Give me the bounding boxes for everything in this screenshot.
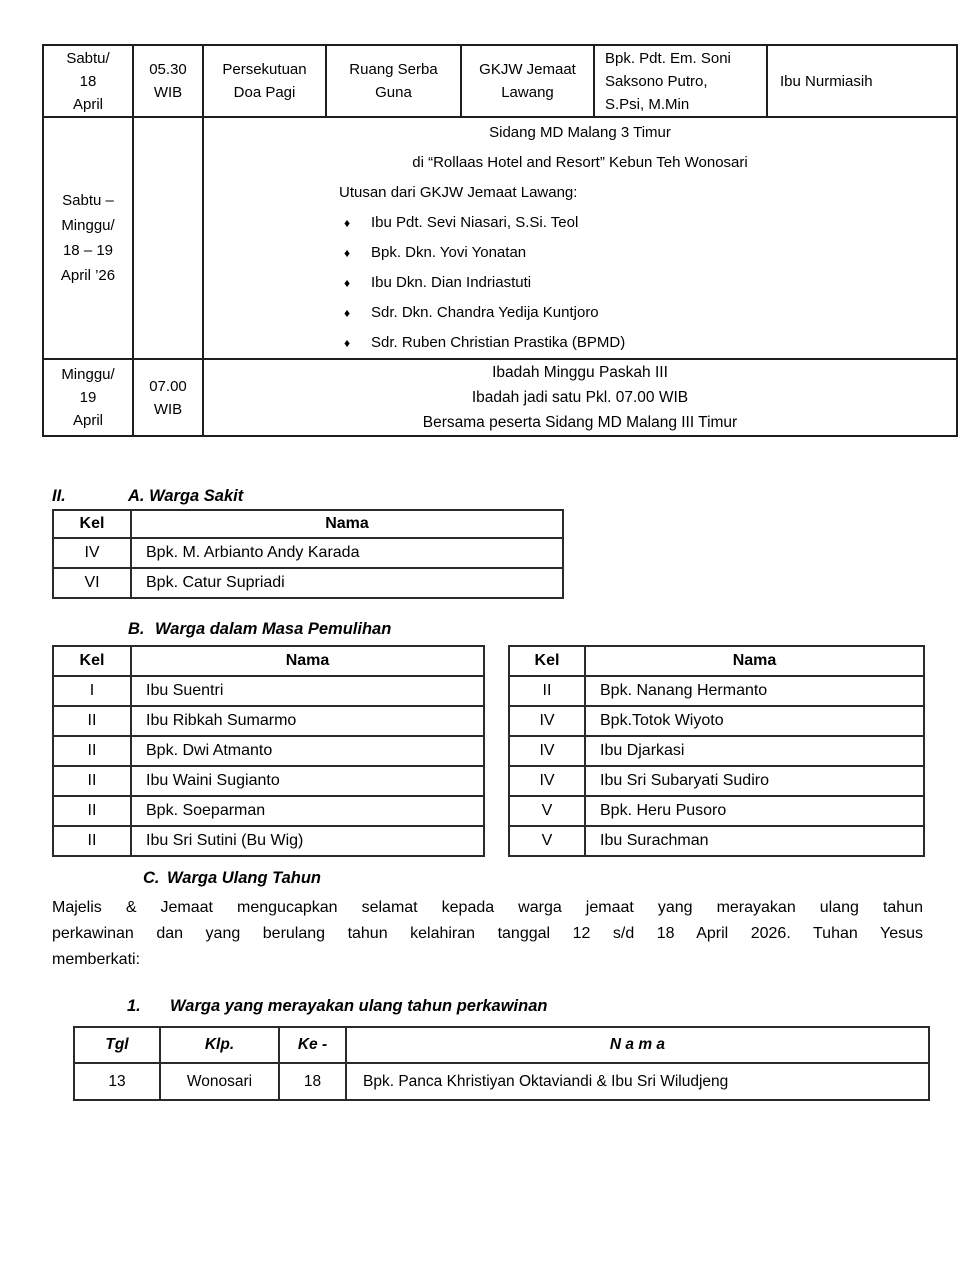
nama-header: N a m a (346, 1027, 929, 1063)
sub1-number: 1. (127, 997, 141, 1015)
table-row (509, 796, 924, 826)
kel-cell: I (53, 676, 131, 706)
table-row (74, 1063, 929, 1100)
group-cell (461, 45, 594, 117)
sub1-heading (127, 997, 547, 1016)
diamond-bullet-icon: ♦ (344, 336, 351, 350)
tgl-header: Tgl (74, 1027, 160, 1063)
table-header-row (509, 646, 924, 676)
part-b-letter: B. (128, 620, 145, 638)
klp-header: Klp. (160, 1027, 279, 1063)
delegate-item (204, 238, 956, 268)
table-row (509, 706, 924, 736)
table-row (53, 826, 484, 856)
time-line: WIB (153, 400, 183, 418)
sidang-title: Sidang MD Malang 3 Timur (489, 124, 671, 141)
kel-cell: IV (509, 706, 585, 736)
officiant-line: Saksono Putro, (605, 72, 708, 90)
schedule-table (42, 44, 958, 437)
paragraph-line: memberkati: (52, 951, 141, 968)
birthday-greeting-paragraph (52, 895, 923, 973)
diamond-bullet-icon: ♦ (344, 216, 351, 230)
place-line: Guna (375, 84, 412, 101)
kel-cell: II (53, 766, 131, 796)
recovery-table-right (508, 645, 925, 857)
section-numeral: II. (52, 487, 66, 505)
nama-cell: Ibu Surachman (585, 826, 924, 856)
day-line: Minggu/ (61, 366, 115, 383)
table-row (53, 796, 484, 826)
nama-cell: Ibu Sri Sutini (Bu Wig) (131, 826, 484, 856)
table-header-row (74, 1027, 929, 1063)
day-line: 18 (79, 72, 97, 90)
time-cell (133, 359, 203, 436)
kel-cell: II (53, 706, 131, 736)
service-line: Ibadah Minggu Paskah III (492, 364, 668, 381)
delegate-item (204, 298, 956, 328)
table-row (509, 736, 924, 766)
schedule-row-weekend (43, 117, 957, 359)
klp-cell: Wonosari (160, 1063, 279, 1100)
nama-header: Nama (131, 646, 484, 676)
day-line: April ’26 (60, 267, 116, 284)
table-header-row (53, 646, 484, 676)
day-cell (43, 45, 133, 117)
time-line: 05.30 (149, 61, 187, 78)
kel-cell: VI (53, 568, 131, 598)
place-cell (326, 45, 461, 117)
kel-header: Kel (509, 646, 585, 676)
delegate-name: Sdr. Dkn. Chandra Yedija Kuntjoro (371, 304, 599, 321)
table-row (53, 706, 484, 736)
kel-header: Kel (53, 646, 131, 676)
table-row (509, 826, 924, 856)
part-b-heading (128, 620, 391, 639)
nama-cell: Ibu Sri Subaryati Sudiro (585, 766, 924, 796)
table-header-row (53, 510, 563, 538)
kel-cell: II (509, 676, 585, 706)
day-line: 19 (79, 389, 97, 406)
part-a-title: A. Warga Sakit (128, 487, 244, 505)
part-b-title: Warga dalam Masa Pemulihan (155, 620, 392, 638)
kel-cell: IV (509, 736, 585, 766)
nama-cell: Bpk. Catur Supriadi (131, 568, 563, 598)
day-line: Minggu/ (61, 217, 115, 234)
kel-cell: II (53, 826, 131, 856)
sub1-title: Warga yang merayakan ulang tahun perkawinan (170, 997, 548, 1015)
schedule-row-sunday (43, 359, 957, 436)
ke-header: Ke - (279, 1027, 346, 1063)
table-row (53, 676, 484, 706)
nama-cell: Ibu Suentri (131, 676, 484, 706)
table-row (53, 568, 563, 598)
anniversary-table (73, 1026, 930, 1101)
schedule-row-saturday (43, 45, 957, 117)
part-c-letter: C. (143, 869, 160, 887)
delegates-intro: Utusan dari GKJW Jemaat Lawang: (339, 184, 578, 201)
time-cell (133, 45, 203, 117)
group-line: Lawang (501, 84, 554, 101)
table-row (53, 766, 484, 796)
time-line: WIB (153, 84, 183, 101)
table-row (53, 538, 563, 568)
delegate-name: Bpk. Dkn. Yovi Yonatan (371, 244, 527, 261)
nama-cell: Bpk. Nanang Hermanto (585, 676, 924, 706)
nama-cell: Ibu Ribkah Sumarmo (131, 706, 484, 736)
nama-cell: Bpk. Dwi Atmanto (131, 736, 484, 766)
kel-cell: II (53, 796, 131, 826)
day-line: Sabtu/ (66, 49, 110, 67)
table-row (509, 676, 924, 706)
kel-cell: V (509, 826, 585, 856)
event-line: Doa Pagi (233, 84, 296, 101)
kel-header: Kel (53, 510, 131, 538)
paragraph-line: Majelis & Jemaat mengucapkan selamat kepada warga jemaat yang merayakan ulang tahun (52, 899, 923, 916)
table-row (509, 766, 924, 796)
event-line: Persekutuan (222, 61, 307, 78)
nama-cell: Bpk. M. Arbianto Andy Karada (131, 538, 563, 568)
day-cell (43, 359, 133, 436)
assistant-cell: Ibu Nurmiasih (767, 45, 957, 117)
event-cell (203, 45, 326, 117)
nama-cell: Bpk. Panca Khristiyan Oktaviandi & Ibu Sri Wiludjeng (346, 1063, 929, 1100)
diamond-bullet-icon: ♦ (344, 276, 351, 290)
table-row (53, 736, 484, 766)
kel-cell: IV (509, 766, 585, 796)
officiant-line: Bpk. Pdt. Em. Soni (605, 49, 731, 67)
delegate-name: Ibu Dkn. Dian Indriastuti (371, 274, 532, 291)
officiant-line: S.Psi, M.Min (605, 95, 690, 113)
section-ii-heading (52, 487, 243, 506)
nama-cell: Ibu Waini Sugianto (131, 766, 484, 796)
part-c-heading (143, 869, 321, 888)
nama-cell: Bpk. Heru Pusoro (585, 796, 924, 826)
delegate-name: Sdr. Ruben Christian Prastika (BPMD) (371, 334, 626, 351)
day-line: Sabtu – (62, 192, 114, 209)
time-cell-empty (133, 117, 203, 359)
sick-members-table (52, 509, 564, 599)
diamond-bullet-icon: ♦ (344, 246, 351, 260)
paragraph-line: perkawinan dan yang berulang tahun kelahiran tanggal 12 s/d 18 April 2026. Tuhan Yesus (52, 925, 923, 942)
nama-header: Nama (585, 646, 924, 676)
group-line: GKJW Jemaat (479, 61, 576, 78)
day-line: April (72, 412, 103, 429)
nama-cell: Bpk. Soeparman (131, 796, 484, 826)
tgl-cell: 13 (74, 1063, 160, 1100)
delegate-item (204, 208, 956, 238)
time-line: 07.00 (149, 377, 187, 395)
easter-service-cell (203, 359, 957, 436)
nama-cell: Ibu Djarkasi (585, 736, 924, 766)
day-line: 18 – 19 (62, 242, 114, 259)
day-line: April (72, 95, 103, 113)
ke-cell: 18 (279, 1063, 346, 1100)
md-sidang-cell (203, 117, 957, 359)
nama-header: Nama (131, 510, 563, 538)
service-line: Bersama peserta Sidang MD Malang III Timur (422, 414, 738, 431)
service-line: Ibadah jadi satu Pkl. 07.00 WIB (471, 389, 689, 406)
kel-cell: V (509, 796, 585, 826)
part-c-title: Warga Ulang Tahun (167, 869, 322, 887)
sidang-location: di “Rollaas Hotel and Resort” Kebun Teh Wonosari (412, 154, 748, 171)
place-line: Ruang Serba (349, 61, 438, 78)
kel-cell: IV (53, 538, 131, 568)
diamond-bullet-icon: ♦ (344, 306, 351, 320)
delegate-item (204, 268, 956, 298)
delegate-item (204, 328, 956, 358)
delegate-name: Ibu Pdt. Sevi Niasari, S.Si. Teol (371, 214, 579, 231)
officiant-cell (594, 45, 767, 117)
day-range-cell (43, 117, 133, 359)
recovery-table-left (52, 645, 485, 857)
nama-cell: Bpk.Totok Wiyoto (585, 706, 924, 736)
kel-cell: II (53, 736, 131, 766)
